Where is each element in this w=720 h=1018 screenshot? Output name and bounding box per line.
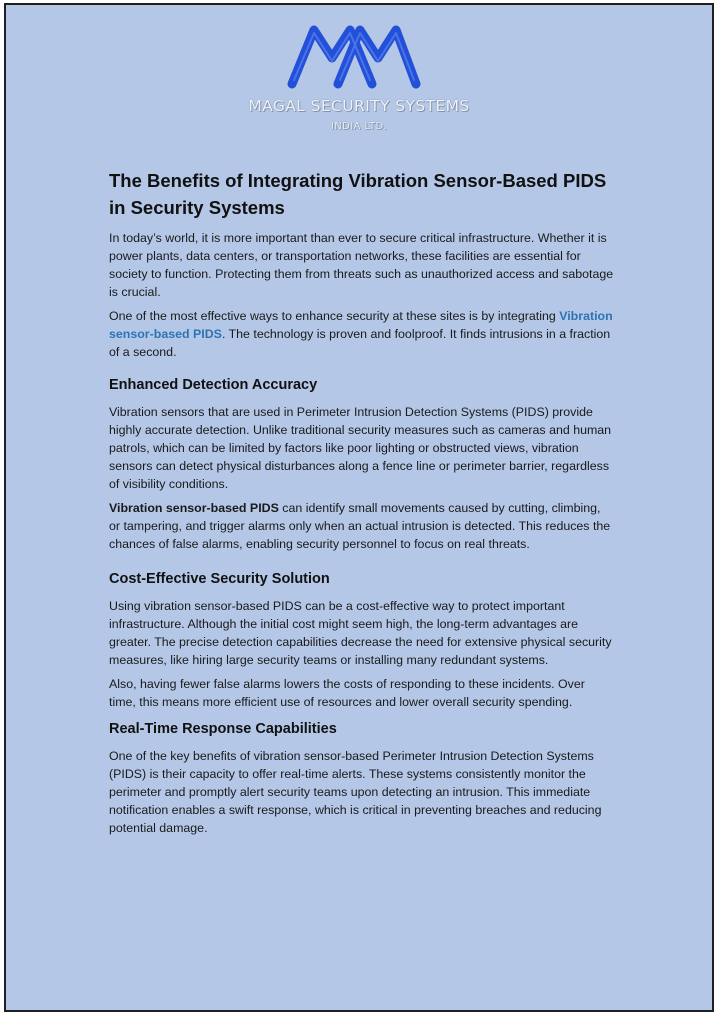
article-body [109,167,614,843]
section-heading-real-time-response: Real-Time Response Capabilities [109,721,337,737]
detection-accuracy-paragraph-2 [109,499,614,553]
cost-effective-paragraph-2: Also, having fewer false alarms lowers the costs of responding to these incidents. Over time, this means more efficient use of resources and lower overall security spending. [109,677,585,709]
article-title: The Benefits of Integrating Vibration Sensor-Based PIDS in Security Systems [109,170,607,218]
real-time-response-paragraph-1: One of the key benefits of vibration sensor-based Perimeter Intrusion Detection Systems (PIDS) is their capacity to offer real-time alerts. These systems consistently monitor the perimeter and promptly alert security teams upon detecting an intrusion. This immediate notification enables a swift response, which is critical in preventing breaches and reducing potential damage. [109,749,602,835]
logo-company-name: MAGAL SECURITY SYSTEMS [248,97,470,115]
logo-subtitle: INDIA LTD. [330,121,388,132]
intro-paragraph-1: In today’s world, it is more important than ever to secure critical infrastructure. Whether it is power plants, data centers, or transportation networks, these facilities are essential for society to function. Protecting them from threats such as unauthorized access and sabotage is crucial. [109,231,614,299]
detection-accuracy-paragraph-2-text: can identify small movements caused by cutting, climbing, or tampering, and trigger alarms only when an actual intrusion is detected. This reduces the chances of false alarms, enabling security personnel to focus on real threats. [109,501,611,551]
intro-text-after-link: . The technology is proven and foolproof. It finds intrusions in a fraction of a second. [109,327,611,359]
mm-logo-mark [284,20,424,92]
bold-term: Vibration sensor-based PIDS [109,501,279,515]
company-logo [6,5,712,145]
detection-accuracy-paragraph-1: Vibration sensors that are used in Perimeter Intrusion Detection Systems (PIDS) provide highly accurate detection. Unlike traditional security measures such as cameras and human patrols, which can be limited by factors like poor lighting or obstructed views, vibration sensors can detect physical disturbances along a fence line or perimeter barrier, regardless of visibility conditions. [109,405,612,491]
section-heading-cost-effective: Cost-Effective Security Solution [109,571,330,587]
vibration-pids-link[interactable]: Vibration sensor-based PIDS [109,309,613,341]
intro-paragraph-2 [109,307,614,361]
intro-text-before-link: One of the most effective ways to enhance security at these sites is by integrating [109,309,560,323]
section-heading-detection-accuracy: Enhanced Detection Accuracy [109,377,318,393]
cost-effective-paragraph-1: Using vibration sensor-based PIDS can be a cost-effective way to protect important infrastructure. Although the initial cost might seem high, the long-term advantages are greater. The precise detection capabilities decrease the need for extensive physical security measures, like hiring large security teams or installing many redundant systems. [109,599,612,667]
document-page [4,3,714,1012]
